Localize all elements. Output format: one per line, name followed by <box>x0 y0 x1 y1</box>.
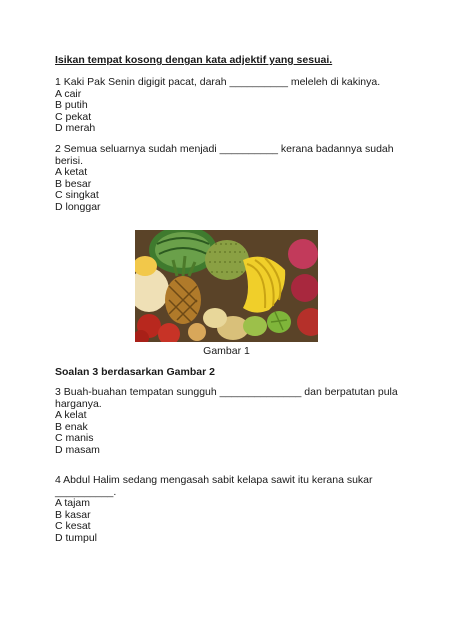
option-c: C pekat <box>55 110 92 123</box>
option-b: B besar <box>55 177 92 190</box>
question-4-text: 4 Abdul Halim sedang mengasah sabit kelapa sawit itu kerana sukar __________. <box>55 474 373 498</box>
question-2-options <box>55 167 400 213</box>
option-c: C singkat <box>55 189 99 202</box>
option-a: A kelat <box>55 409 87 422</box>
option-c: C manis <box>55 432 94 445</box>
question-4-options <box>55 498 400 544</box>
option-b: B kasar <box>55 508 91 521</box>
question-2 <box>55 144 400 214</box>
option-d: D longgar <box>55 200 101 213</box>
section-heading: Soalan 3 berdasarkan Gambar 2 <box>55 366 215 378</box>
option-a: A tajam <box>55 497 91 510</box>
question-3-options <box>55 410 400 456</box>
option-d: D tumpul <box>55 531 98 544</box>
question-1-text: 1 Kaki Pak Senin digigit pacat, darah __________ meleleh di kakinya. <box>55 76 381 88</box>
option-a: A cair <box>55 87 82 100</box>
option-b: B putih <box>55 99 88 112</box>
option-d: D merah <box>55 122 96 135</box>
question-1-options <box>55 89 400 135</box>
option-a: A ketat <box>55 166 88 179</box>
question-3-text: 3 Buah-buahan tempatan sungguh ______________ dan berpatutan pula harganya. <box>55 386 398 410</box>
option-c: C kesat <box>55 520 91 533</box>
option-b: B enak <box>55 420 88 433</box>
figure-caption: Gambar 1 <box>203 345 250 357</box>
fruit-photo <box>135 230 318 342</box>
question-3 <box>55 387 400 457</box>
instruction-heading: Isikan tempat kosong dengan kata adjektif yang sesuai. <box>55 54 333 66</box>
option-d: D masam <box>55 443 100 456</box>
question-1 <box>55 77 400 135</box>
question-4 <box>55 475 400 545</box>
question-2-text: 2 Semua seluarnya sudah menjadi __________ kerana badannya sudah berisi. <box>55 143 394 167</box>
